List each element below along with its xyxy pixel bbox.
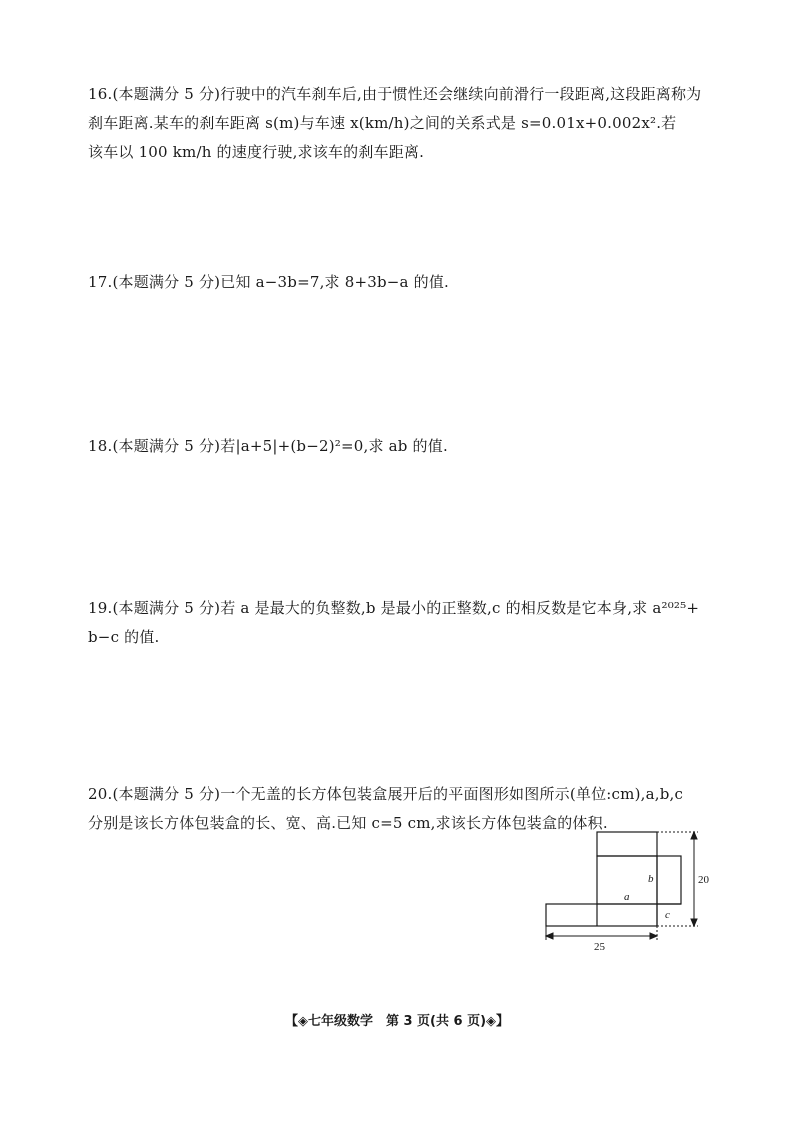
question-16-line-3: 该车以 100 km/h 的速度行驶,求该车的刹车距离. [88,143,425,161]
dimension-width [546,926,657,940]
net-bottom-strip [546,904,657,926]
net-top-face [597,832,657,856]
question-20-line-1: 20.(本题满分 5 分)一个无盖的长方体包装盒展开后的平面图形如图所示(单位:cm),a,b,c [88,785,684,803]
question-16-line-2: 刹车距离.某车的刹车距离 s(m)与车速 x(km/h)之间的关系式是 s=0.01x+0.002x².若 [88,114,677,132]
net-right-face [657,856,681,904]
dimension-height [657,832,698,926]
question-16 [88,80,728,167]
question-16-line-1: 16.(本题满分 5 分)行驶中的汽车刹车后,由于惯性还会继续向前滑行一段距离,这段距离称为 [88,85,702,103]
label-a: a [624,891,630,903]
label-c: c [665,909,670,921]
box-net-figure [540,828,720,958]
question-19-line-2: b−c 的值. [88,628,160,646]
label-b: b [648,873,654,885]
question-19-line-1: 19.(本题满分 5 分)若 a 是最大的负整数,b 是最小的正整数,c 的相反数是它本身,求 a²⁰²⁵+ [88,599,700,617]
question-19 [88,594,728,652]
question-18-line-1: 18.(本题满分 5 分)若|a+5|+(b−2)²=0,求 ab 的值. [88,437,448,455]
label-20: 20 [698,874,709,886]
question-17-line-1: 17.(本题满分 5 分)已知 a−3b=7,求 8+3b−a 的值. [88,273,450,291]
question-20-line-2: 分别是该长方体包装盒的长、宽、高.已知 c=5 cm,求该长方体包装盒的体积. [88,814,608,832]
page-footer: 【◈七年级数学 第 3 页(共 6 页)◈】 [284,1014,510,1029]
question-17 [88,268,728,297]
question-18 [88,432,728,461]
label-25: 25 [594,941,605,953]
